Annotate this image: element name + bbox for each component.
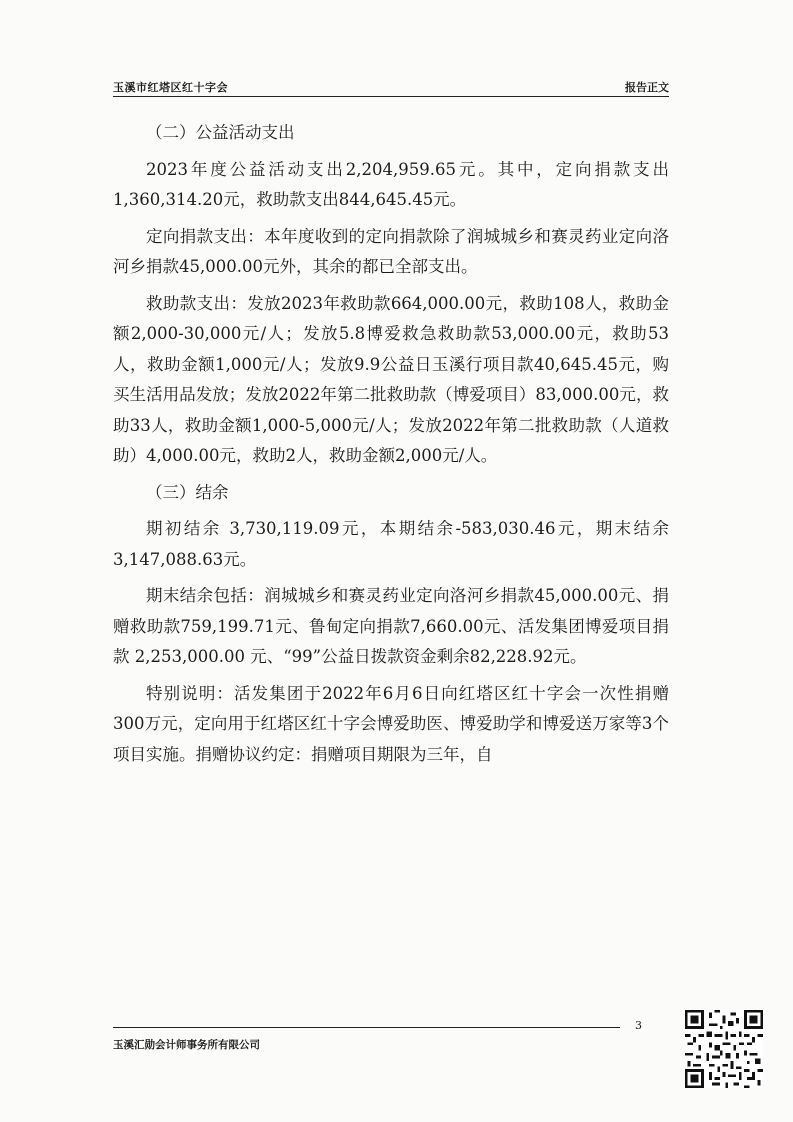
footer-firm: 玉溪汇勋会计师事务所有限公司 (113, 1039, 260, 1051)
paragraph-expenditure-total: 2023年度公益活动支出2,204,959.65元。其中，定向捐款支出1,360,314.20元，救助款支出844,645.45元。 (113, 159, 669, 209)
paragraph-relief-payments: 救助款支出：发放2023年救助款664,000.00元，救助108人，救助金额2,000-30,000元/人；发放5.8博爱救急救助款53,000.00元，救助53人，救助金额1,000元/人；发放9.9公益日玉溪行项目款40,645.45元，购买生活用品发放；发放2022年第二批救助款（博爱项目）83,000.00元，救助33人，救助金额1,000-5,000元/人；发放2022年第二批救助款（人道救助）4,000.00元，救助2人，救助金额2,000元/人。 (113, 293, 669, 465)
section-heading-balance: （三）结余 (146, 482, 229, 502)
qr-code-icon (685, 1010, 763, 1088)
page-number: 3 (635, 1019, 642, 1032)
header-org: 玉溪市红塔区红十字会 (113, 81, 228, 94)
paragraph-special-note: 特别说明：活发集团于2022年6月6日向红塔区红十字会一次性捐赠300万元，定向用于红塔区红十字会博爱助医、博爱助学和博爱送万家等3个项目实施。捐赠协议约定：捐赠项目期限为三年，自 (113, 683, 669, 764)
header-rule (113, 96, 669, 97)
paragraph-balance-breakdown: 期末结余包括：润城城乡和赛灵药业定向洛河乡捐款45,000.00元、捐赠救助款759,199.71元、鲁甸定向捐款7,660.00元、活发集团博爱项目捐款 2,253,000.00 元、“99”公益日拨款资金剩余82,228.92元。 (113, 586, 669, 666)
paragraph-directed-donation: 定向捐款支出：本年度收到的定向捐款除了润城城乡和赛灵药业定向洛河乡捐款45,000.00元外，其余的都已全部支出。 (113, 226, 669, 276)
body-text (113, 118, 669, 770)
paragraph-balance: 期初结余 3,730,119.09元，本期结余-583,030.46元，期末结余3,147,088.63元。 (113, 519, 669, 569)
header-doc-type: 报告正文 (625, 81, 669, 94)
footer-rule (113, 1027, 620, 1028)
section-heading-expenditure: （二）公益活动支出 (146, 123, 295, 142)
